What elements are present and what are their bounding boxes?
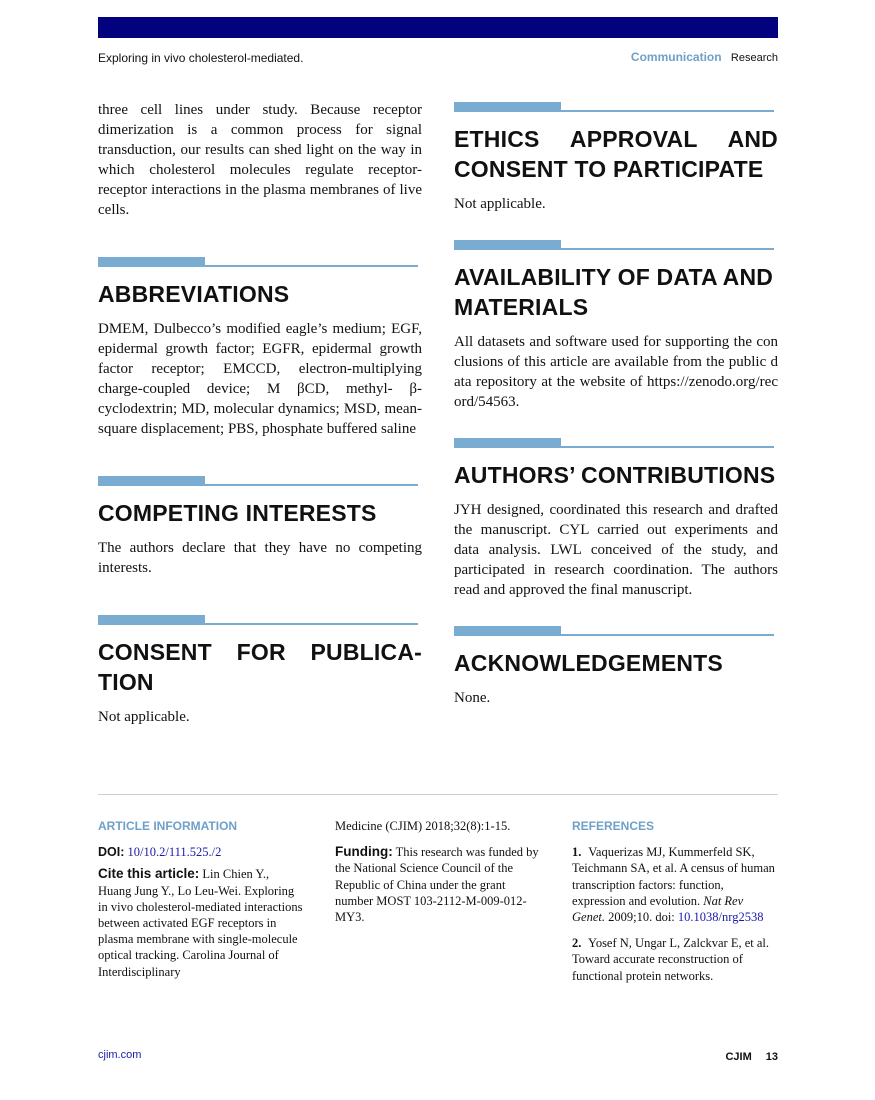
- abbreviations-heading: ABBREVIATIONS: [98, 281, 290, 307]
- abbreviations-text: DMEM, Dulbecco’s modified eagle’s medium; EGF, epidermal growth factor; EGFR, epidermal growth factor receptor; EMCCD, electron-multiplying charge-coupled device; M βCD, methyl- β-cyclodextrin; MD, molecular dynamics; MSD, mean-square displacement; PBS, phosphate buffered saline: [98, 321, 422, 437]
- heading-line: CONSENT FOR PUBLICA-: [98, 639, 422, 665]
- left-column: [98, 100, 422, 727]
- footer-journal: [725, 1051, 778, 1063]
- section-rule: [454, 240, 778, 250]
- section-rule: [98, 615, 422, 625]
- funding-text: This research was funded by the National Science Council of the Republic of China under the grant number MOST 103-2112-M-009-012-MY3.: [335, 845, 539, 925]
- section-rule: [454, 626, 778, 636]
- cite-label: Cite this article:: [98, 866, 200, 882]
- heading-line: MATERIALS: [454, 294, 589, 320]
- header-section-label: [631, 50, 778, 64]
- heading-line: AVAILABILITY OF DATA AND: [454, 264, 774, 290]
- reference-number: 2.: [572, 936, 582, 951]
- competing-interests-text: The authors declare that they have no competing interests.: [98, 540, 422, 576]
- competing-interests-heading: COMPETING INTERESTS: [98, 500, 377, 526]
- reference-item: [572, 935, 778, 984]
- reference-text: Vaquerizas MJ, Kummerfeld SK, Teichmann SA, et al. A census of human transcription factors: function, expression and evolution.: [572, 845, 775, 908]
- footer-site-link[interactable]: cjim.com: [98, 1049, 142, 1061]
- funding: [335, 844, 540, 925]
- funding-label: Funding:: [335, 844, 393, 860]
- intro-paragraph: three cell lines under study. Because receptor dimerization is a common process for signal transduction, our results can shed light on the way in which cholesterol molecules regulate receptor-receptor interactions in the plasma membranes of live cells.: [98, 102, 422, 218]
- doi-link[interactable]: 10/10.2/111.525./2: [127, 845, 222, 860]
- page-number: 13: [765, 1051, 778, 1063]
- right-column: [454, 100, 778, 708]
- reference-number: 1.: [572, 845, 582, 860]
- references: [572, 818, 778, 994]
- acknowledgements-heading: ACKNOWLEDGEMENTS: [454, 650, 723, 676]
- article-info-heading: ARTICLE INFORMATION: [98, 819, 238, 833]
- reference-doi-link[interactable]: 10.1038/nrg2538: [677, 910, 764, 925]
- heading-line: ETHICS APPROVAL AND: [454, 126, 778, 152]
- reference-journal: Nat Rev Genet.: [572, 893, 744, 925]
- footer-journal-name: CJIM: [725, 1051, 752, 1063]
- running-title: Exploring in vivo cholesterol-mediated.: [98, 51, 304, 65]
- availability-text: All datasets and software used for supporting the conclusions of this article are available from the public data repository at the website of https://zenodo.org/record/54563.: [454, 334, 778, 410]
- doi-line: [98, 844, 303, 860]
- citation: [98, 866, 303, 979]
- reference-text: Yosef N, Ungar L, Zalckvar E, et al. Toward accurate reconstruction of functional protein networks.: [572, 936, 770, 983]
- consent-publication-text: Not applicable.: [98, 709, 190, 725]
- heading-line: TION: [98, 669, 154, 695]
- section-rule: [454, 102, 778, 112]
- header-color-bar: [98, 17, 778, 38]
- doi-label: DOI:: [98, 845, 125, 860]
- article-info-continued: [335, 818, 540, 925]
- section-rule: [98, 257, 422, 267]
- header-section: Communication: [630, 50, 722, 64]
- section-rule: [98, 476, 422, 486]
- reference-item: [572, 844, 778, 925]
- article-info: [98, 818, 303, 980]
- heading-line: CONSENT TO PARTICIPATE: [454, 156, 764, 182]
- acknowledgements-text: None.: [454, 690, 491, 706]
- availability-heading: [454, 262, 778, 322]
- footer-divider: [98, 794, 778, 795]
- consent-publication-heading: [98, 637, 422, 697]
- contributions-text: JYH designed, coordinated this research and drafted the manuscript. CYL carried out experiments and data analysis. LWL conceived of the study, and participated in research coordination. The authors read and approved the final manuscript.: [454, 502, 778, 598]
- ethics-heading: [454, 124, 778, 184]
- header-category: Research: [730, 52, 778, 64]
- references-heading: REFERENCES: [572, 819, 655, 833]
- cite-continuation: Medicine (CJIM) 2018;32(8):1-15.: [335, 819, 511, 833]
- reference-tail: 2009;10. doi:: [608, 910, 675, 925]
- contributions-heading: AUTHORS’ CONTRIBUTIONS: [454, 462, 776, 488]
- cite-text: Lin Chien Y., Huang Jung Y., Lo Leu-Wei. Exploring in vivo cholesterol-mediated interactions between activated EGF receptors in plasma membrane with single-molecule optical tracking. Carolina Journal of Interdisciplinary: [98, 867, 303, 979]
- section-rule: [454, 438, 778, 448]
- ethics-text: Not applicable.: [454, 196, 546, 212]
